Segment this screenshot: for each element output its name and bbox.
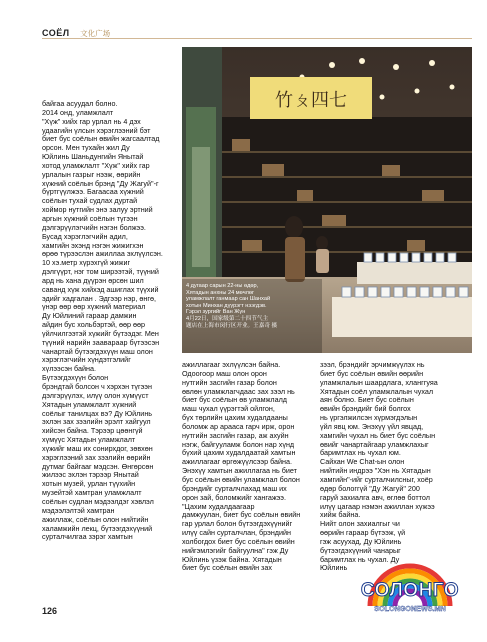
page-header xyxy=(42,23,110,39)
calligraphy-sign: 竹ㄆ四七 xyxy=(275,90,347,111)
logo-name: СОЛОНГО xyxy=(360,580,460,601)
article-column-2: ажиллагааг эхлүүлсэн байна. Одоогоор маш олон орон нутгийн засгийн газар болон өвлөн уламжлагчдаас зах зээл нь биет бус соёлын өв уламжлалд маш чухал үүрэгтэй ойлгон, бүх төрлийн цахим худалдааны боломж ар арааса гарч ирж, орон нутгийн засгийн газар, аж ахуйн нэгж, байгууламж болон нар хүнд бүхий цахим худалдаатай хамтын ажиллагааг өргөжүүлсээр байна. Энэхүү хамтын ажиллагаа нь биет бус соёлын өвийн уламжлал болон брэндийг сурталчлахад маш их орон зай, боломжийг хангажээ. "Цахим худалдаагаар дамжуулан, биет бус соёлын өвийн гар урлал болон бүтээгдэхүүнийг илүү сайн сурталчлан, брэндийн холбогдох биет бус соёлын өвийн нийгэмлэгийг байгуулна" гэж Ду Юйлинь үзэж байна. Хятадын биет бус соёлын өвийн зах xyxy=(182,360,301,573)
header-divider xyxy=(42,38,472,39)
logo-url: SOLONGONEWS.MN xyxy=(374,604,446,613)
photo-caption: 4 дугаар сарын 22-ны өдөр, Хятадын анхны 24 мөчлөг уламжлалт ганмаар сан Шанхай хотын Минхан дүүрэгт нээгдэв. Гэрэл зургийг Ван Жүн 4月22日，国家级第二十四节气主 题店在上海市闵行区开业。王嘉奇 摄 xyxy=(186,283,278,329)
section-subtitle: 文化广场 xyxy=(80,29,111,38)
page-number: 126 xyxy=(42,606,58,616)
section-title: СОЁЛ xyxy=(42,28,70,38)
article-column-3: зээл, брэндийг эрчимжүүлэх нь биет бус соёлын өвийн өөрийн уламжлалын шаардлага, хланггуяа Хятадын соёл уламжлалын чухал аян болно. Биет бус соёлын өвийн брэндийг бий болгох нь үргэлжилсэн хүрмэгдэлын үйл явц юм. Энэхүү үйл явцад, хамгийн чухал нь биет бус соёлын өвийг чанартайгаар уламжлахыг баримтлах нь чухал юм. Сайхан We Chat-ын олон нийтийн индрээ "Хэн нь Хятадын хамгийн"-ийг сурталчилсныг, хоёр өдөр бологгүй "Ду Жагуй" 200 гаруй захиалга авч, өглөө боттол илүү цагаар нэмэн ажиллан хүжээ хийж байна. Нийт олон захиалгыг чи өөрийн гараар бүтээж, үй гэж асуухад, Ду Юйлинь бүтээгдэхүүний чанарыг баримтлах нь чухал. Ду Юйлинь xyxy=(320,360,438,573)
article-column-1: байгаа асуудал болно. 2014 онд, уламжлалт "Хүж" хийх гар урлал нь 4 дэх удаагийн үлсын хэрэглээний бэт биет бус соёлын өвийн жагсаалтад орсон. Мен тухайн жил Ду Юйлинь Шаньдунгийн Янытай хотод уламжлалт "Хүж" хийх гар урлалын газрыг нээж, өөрийн хүжний соёлын брэнд "Ду Жагуй"-г бүртгүүлжээ. Багаасаа хүжний соёлын тухай судлах дуртай хоймор нутгийн энэ залуу эртний аргын хүжний соёлын түгээн дэлгэрүүлэгчийн нэгэн болжээ. Бусад хэрэглэгчийн адил, хамгийн эхэнд нэгэн жижигхэн өрөө түрээслэн ажиллаа эхлүүлсэн. 10 хэ.метр хүрэхгүй жижиг дэлгүүрт, нэг том ширээтэй, түүний ард нь хана дүүрэн өрсөн шил саванд хүж хийхэд ашиглах түүхий эдийг хадгалан . Эдгээр нэр, өнгө, үнэр өөр өөр хүжний материал Ду Юйлиний гараар дамжин айдин бус хольбэртэй, өөр өөр үйлчилгээтэй хүжийг бүтээдэг. Мен түүний нарийн заавараар бүтээсэн чанартай бүтээгдэхүүн маш олон хэрэглэгчийн хүндэтгэлийг хүлээсэн байна. Бүтээгдэхүүн болон брэндтай болсон ч хэрхэн түгээн дэлгэрүүлэх, илүү олон хүмүүст Хятадын уламжлалт хүжний соёлыг танилцах вэ? Ду Юйлинь эхлэн зах зээлийн эрэлт хайгуул хийсэн байна. Тэрээр цөөнгүй хүмүүс Хятадын уламжлалт хүжийг маш их сонирхдог, зөвхөн хэрэглээний зах зээлийн өөрийн дутмаг байгааг мэдсэн. Өнгөрсөн жилээс эхлэн тэрээр Янытай хотын музей, урлан түүхийн музейтэй хамтран уламжлалт соёлын судлан мэдээлдэг хэвлэл мэдээлэлтэй хамтран ажиллаж, соёлын олон нийтийн халамжийн лекц, бүтээгдэхүүний сурталчилгаа зэрэг хамтын xyxy=(42,99,163,542)
